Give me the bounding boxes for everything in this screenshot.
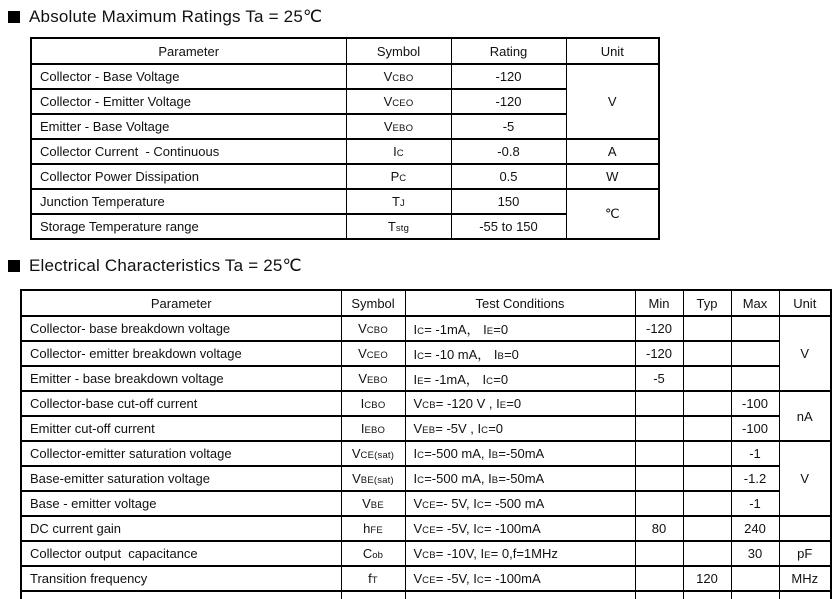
unit-cell: pF	[779, 541, 831, 566]
column-header-symbol: Symbol	[346, 38, 451, 64]
rating-cell: -120	[451, 89, 566, 114]
rating-cell: 0.5	[451, 164, 566, 189]
typ-cell	[683, 491, 731, 516]
empty-cell	[341, 591, 405, 599]
table-row	[21, 416, 831, 441]
max-cell: 30	[731, 541, 779, 566]
table-row	[31, 114, 659, 139]
max-cell: -1	[731, 441, 779, 466]
table-row	[21, 441, 831, 466]
table-header-row	[21, 290, 831, 316]
unit-cell: V	[779, 316, 831, 391]
typ-cell	[683, 441, 731, 466]
table-row	[21, 491, 831, 516]
max-cell: -100	[731, 416, 779, 441]
table-row	[31, 189, 659, 214]
conditions-cell: VCE= -5V, IC= -100mA	[405, 516, 635, 541]
empty-cell	[779, 591, 831, 599]
max-cell: -100	[731, 391, 779, 416]
min-cell	[635, 491, 683, 516]
column-header-min: Min	[635, 290, 683, 316]
table-row	[21, 466, 831, 491]
conditions-cell: IC= -1mA， IE=0	[405, 316, 635, 341]
min-cell	[635, 466, 683, 491]
section-title-electrical-characteristics	[8, 256, 302, 276]
symbol-cell: VBE	[341, 491, 405, 516]
min-cell: 80	[635, 516, 683, 541]
section-title-absolute-maximum-ratings	[8, 7, 322, 27]
symbol-cell: VEBO	[341, 366, 405, 391]
table-row	[21, 566, 831, 591]
rating-cell: 150	[451, 189, 566, 214]
empty-cell	[683, 591, 731, 599]
rating-cell: -0.8	[451, 139, 566, 164]
conditions-cell: IE= -1mA， IC=0	[405, 366, 635, 391]
symbol-cell: VCEO	[341, 341, 405, 366]
param-cell: Base - emitter voltage	[21, 491, 341, 516]
symbol-cell: VBE(sat)	[341, 466, 405, 491]
empty-cell	[635, 591, 683, 599]
conditions-cell: VCE=- 5V, IC= -500 mA	[405, 491, 635, 516]
max-cell	[731, 341, 779, 366]
param-cell: Base-emitter saturation voltage	[21, 466, 341, 491]
column-header-rating: Rating	[451, 38, 566, 64]
min-cell: -5	[635, 366, 683, 391]
param-cell: Junction Temperature	[31, 189, 346, 214]
max-cell: -1.2	[731, 466, 779, 491]
table-row	[21, 341, 831, 366]
symbol-cell: fT	[341, 566, 405, 591]
symbol-cell: VCBO	[346, 64, 451, 89]
symbol-cell: VEBO	[346, 114, 451, 139]
table-row	[31, 139, 659, 164]
symbol-cell: IC	[346, 139, 451, 164]
unit-cell: W	[566, 164, 659, 189]
empty-cell	[731, 591, 779, 599]
unit-cell: nA	[779, 391, 831, 441]
symbol-cell: hFE	[341, 516, 405, 541]
param-cell: DC current gain	[21, 516, 341, 541]
typ-cell	[683, 341, 731, 366]
column-header-symbol: Symbol	[341, 290, 405, 316]
column-header-max: Max	[731, 290, 779, 316]
empty-cell	[21, 591, 341, 599]
table-row	[21, 366, 831, 391]
param-cell: Collector - Base Voltage	[31, 64, 346, 89]
typ-cell	[683, 416, 731, 441]
max-cell: 240	[731, 516, 779, 541]
table-row	[31, 64, 659, 89]
column-header-typ: Typ	[683, 290, 731, 316]
min-cell	[635, 441, 683, 466]
conditions-cell: IC=-500 mA, IB=-50mA	[405, 441, 635, 466]
conditions-cell: VCB= -120 V , IE=0	[405, 391, 635, 416]
param-cell: Collector Current - Continuous	[31, 139, 346, 164]
symbol-cell: VCBO	[341, 316, 405, 341]
conditions-cell: VEB= -5V , IC=0	[405, 416, 635, 441]
typ-cell	[683, 516, 731, 541]
symbol-cell: ICBO	[341, 391, 405, 416]
typ-cell: 120	[683, 566, 731, 591]
param-cell: Transition frequency	[21, 566, 341, 591]
conditions-cell: IC= -10 mA， IB=0	[405, 341, 635, 366]
param-cell: Emitter - Base Voltage	[31, 114, 346, 139]
electrical-characteristics-table	[20, 289, 832, 599]
symbol-cell: PC	[346, 164, 451, 189]
table-header-row	[31, 38, 659, 64]
typ-cell	[683, 366, 731, 391]
clipped-next-row	[21, 591, 831, 599]
typ-cell	[683, 466, 731, 491]
conditions-cell: IC=-500 mA, IB=-50mA	[405, 466, 635, 491]
unit-cell: V	[566, 64, 659, 139]
table-row	[31, 214, 659, 239]
min-cell	[635, 416, 683, 441]
param-cell: Storage Temperature range	[31, 214, 346, 239]
column-header-unit: Unit	[779, 290, 831, 316]
unit-cell	[779, 516, 831, 541]
min-cell: -120	[635, 316, 683, 341]
param-cell: Emitter cut-off current	[21, 416, 341, 441]
table-row	[21, 391, 831, 416]
column-header-parameter: Parameter	[31, 38, 346, 64]
rating-cell: -120	[451, 64, 566, 89]
typ-cell	[683, 316, 731, 341]
typ-cell	[683, 541, 731, 566]
column-header-test-conditions: Test Conditions	[405, 290, 635, 316]
table-row	[31, 89, 659, 114]
symbol-cell: VCE(sat)	[341, 441, 405, 466]
table-row	[21, 316, 831, 341]
param-cell: Collector output capacitance	[21, 541, 341, 566]
param-cell: Collector - Emitter Voltage	[31, 89, 346, 114]
square-bullet-icon	[8, 260, 20, 272]
min-cell	[635, 391, 683, 416]
rating-cell: -5	[451, 114, 566, 139]
param-cell: Collector- base breakdown voltage	[21, 316, 341, 341]
conditions-cell: VCB= -10V, IE= 0,f=1MHz	[405, 541, 635, 566]
param-cell: Collector Power Dissipation	[31, 164, 346, 189]
column-header-unit: Unit	[566, 38, 659, 64]
table-row	[21, 516, 831, 541]
max-cell: -1	[731, 491, 779, 516]
typ-cell	[683, 391, 731, 416]
column-header-parameter: Parameter	[21, 290, 341, 316]
symbol-cell: Tstg	[346, 214, 451, 239]
symbol-cell: VCEO	[346, 89, 451, 114]
conditions-cell: VCE= -5V, IC= -100mA	[405, 566, 635, 591]
unit-cell: A	[566, 139, 659, 164]
absolute-maximum-ratings-table	[30, 37, 660, 240]
section-title-text: Electrical Characteristics Ta = 25℃	[29, 256, 302, 275]
symbol-cell: TJ	[346, 189, 451, 214]
section-title-text: Absolute Maximum Ratings Ta = 25℃	[29, 7, 323, 26]
min-cell	[635, 566, 683, 591]
symbol-cell: Cob	[341, 541, 405, 566]
table-row	[31, 164, 659, 189]
empty-cell	[405, 591, 635, 599]
max-cell	[731, 566, 779, 591]
table-row	[21, 541, 831, 566]
min-cell: -120	[635, 341, 683, 366]
param-cell: Emitter - base breakdown voltage	[21, 366, 341, 391]
max-cell	[731, 316, 779, 341]
rating-cell: -55 to 150	[451, 214, 566, 239]
param-cell: Collector-base cut-off current	[21, 391, 341, 416]
min-cell	[635, 541, 683, 566]
max-cell	[731, 366, 779, 391]
unit-cell: MHz	[779, 566, 831, 591]
symbol-cell: IEBO	[341, 416, 405, 441]
square-bullet-icon	[8, 11, 20, 23]
param-cell: Collector-emitter saturation voltage	[21, 441, 341, 466]
param-cell: Collector- emitter breakdown voltage	[21, 341, 341, 366]
unit-cell: ℃	[566, 189, 659, 239]
unit-cell: V	[779, 441, 831, 516]
